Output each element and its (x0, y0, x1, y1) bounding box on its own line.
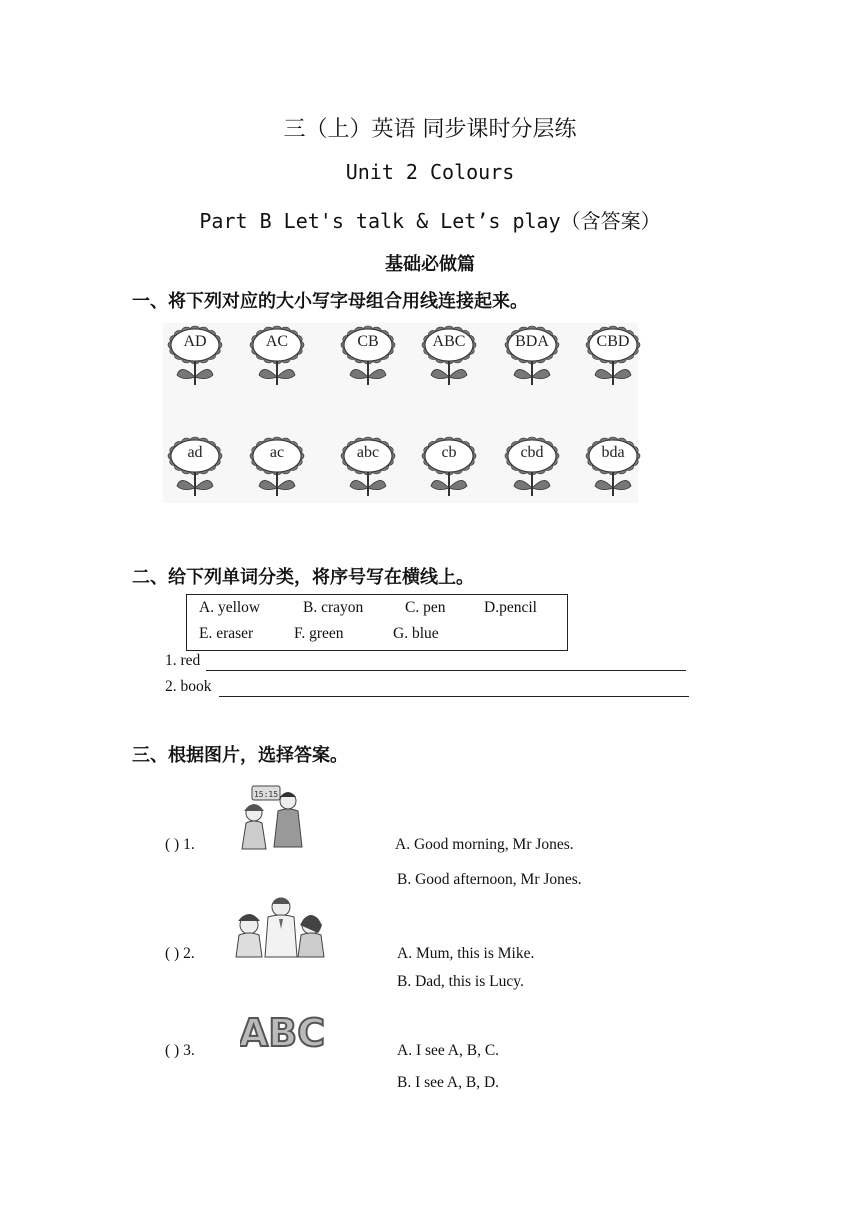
uppercase-flower[interactable] (165, 325, 225, 385)
lowercase-flower[interactable] (583, 436, 643, 496)
question-3-option-b[interactable]: B. I see A, B, D. (397, 1074, 500, 1091)
lowercase-flower[interactable] (502, 436, 562, 496)
lowercase-flower-label: ac (269, 444, 285, 461)
uppercase-flower-label: CBD (596, 333, 630, 350)
uppercase-flower-label: ABC (432, 333, 466, 350)
question-2-option-b[interactable]: B. Dad, this is Lucy. (397, 973, 524, 990)
greeting-picture (238, 783, 308, 851)
lowercase-flower-label: cbd (520, 444, 544, 461)
word-item: F. green (294, 625, 344, 642)
question-1-option-b[interactable]: B. Good afternoon, Mr Jones. (397, 871, 582, 888)
section1-heading: 一、将下列对应的大小写字母组合用线连接起来。 (132, 291, 528, 312)
word-item: D.pencil (484, 599, 537, 616)
uppercase-flower[interactable] (502, 325, 562, 385)
question-2-number: ( ) 2. (165, 945, 195, 962)
answer-line-book[interactable] (219, 696, 689, 697)
uppercase-flower[interactable] (338, 325, 398, 385)
question-1-option-a[interactable]: A. Good morning, Mr Jones. (395, 836, 574, 853)
lowercase-flower-label: ad (187, 444, 203, 461)
section3-heading: 三、根据图片，选择答案。 (132, 745, 348, 766)
part-title: Part B Let's talk & Let’s play（含答案） (199, 209, 661, 233)
uppercase-flower-label: BDA (515, 333, 549, 350)
answer-line-red[interactable] (206, 670, 686, 671)
page-title: 三（上）英语 同步课时分层练 (283, 117, 577, 142)
lowercase-flower[interactable] (338, 436, 398, 496)
word-item: C. pen (405, 599, 446, 616)
uppercase-flower-label: AD (183, 333, 207, 350)
question-1-number: ( ) 1. (165, 836, 195, 853)
question-3-number: ( ) 3. (165, 1042, 195, 1059)
lowercase-flower-label: cb (441, 444, 457, 461)
uppercase-flower-label: AC (265, 333, 289, 350)
abc-letters-picture (240, 1008, 324, 1054)
word-item: E. eraser (199, 625, 254, 642)
word-item: G. blue (393, 625, 439, 642)
flower-matching-image (163, 323, 638, 503)
question-3-option-a[interactable]: A. I see A, B, C. (397, 1042, 500, 1059)
uppercase-flower-label: CB (357, 333, 379, 350)
family-picture (235, 895, 327, 959)
word-item: B. crayon (303, 599, 364, 616)
question-2-option-a[interactable]: A. Mum, this is Mike. (397, 945, 535, 962)
unit-title: Unit 2 Colours (345, 160, 515, 184)
lowercase-flower-label: bda (601, 444, 625, 461)
uppercase-flower[interactable] (247, 325, 307, 385)
uppercase-flower[interactable] (583, 325, 643, 385)
clock-text: 15:15 (253, 790, 279, 799)
lowercase-flower-label: abc (356, 444, 380, 461)
question-book-label: 2. book (165, 678, 212, 695)
section2-heading: 二、给下列单词分类，将序号写在横线上。 (132, 567, 474, 588)
level-title: 基础必做篇 (385, 254, 475, 275)
word-box (186, 594, 568, 651)
uppercase-flower[interactable] (419, 325, 479, 385)
question-red-label: 1. red (165, 652, 201, 669)
lowercase-flower[interactable] (165, 436, 225, 496)
abc-letters-text: ABC (240, 1011, 324, 1054)
word-item: A. yellow (199, 599, 261, 616)
lowercase-flower[interactable] (247, 436, 307, 496)
lowercase-flower[interactable] (419, 436, 479, 496)
